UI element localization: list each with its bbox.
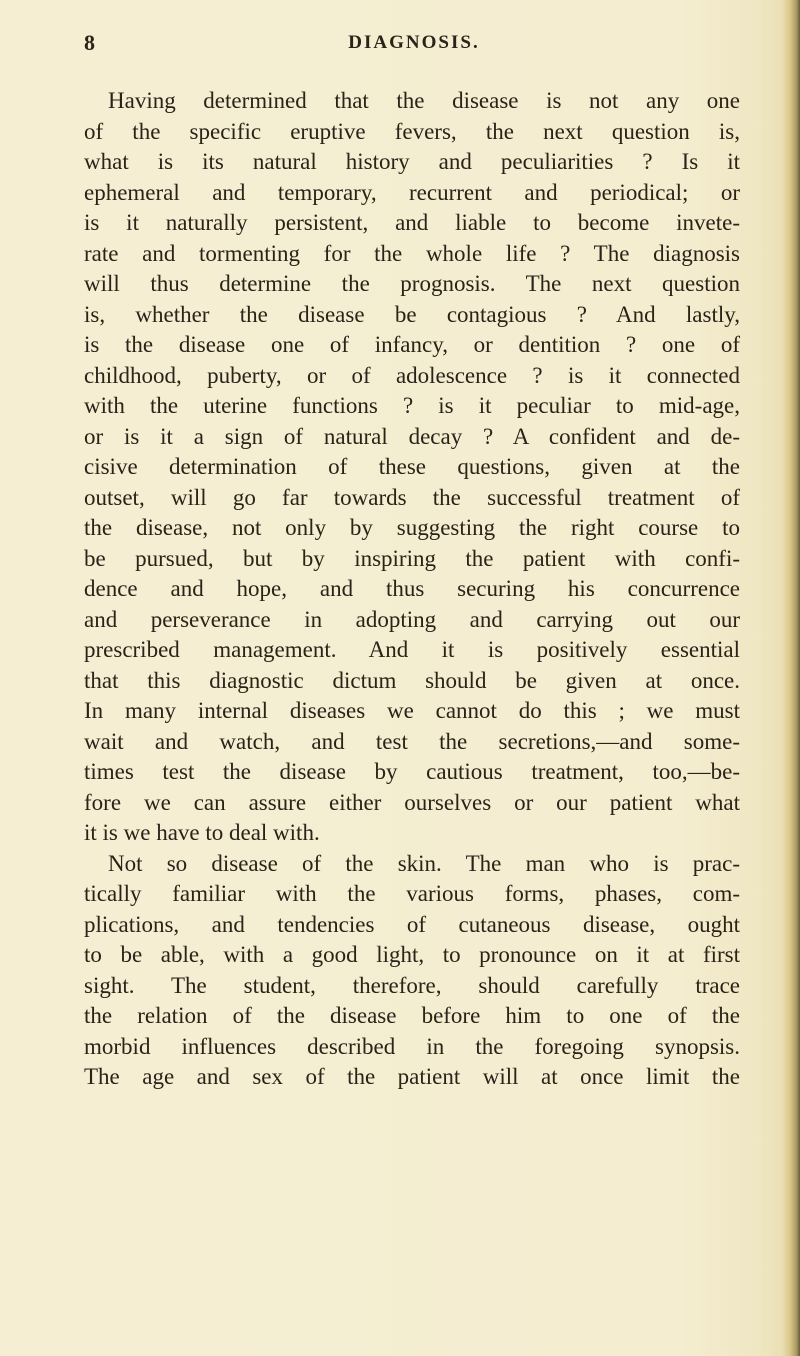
page-number: 8 xyxy=(84,30,95,55)
text-line: Not so disease of the skin. The man who is prac- xyxy=(108,850,740,876)
text-line: the disease, not only by suggesting the right course to xyxy=(84,515,740,540)
text-line: is the disease one of infancy, or dentition ? one of xyxy=(84,332,740,357)
text-line: Having determined that the disease is not any one xyxy=(108,88,740,113)
text-line: the relation of the disease before him to one of the xyxy=(84,1003,740,1028)
text-line: times test the disease by cautious treatment, too,—be- xyxy=(84,759,740,784)
text-line: and perseverance in adopting and carrying out our xyxy=(84,606,740,632)
text-line: to be able, with a good light, to pronounce on it at first xyxy=(84,942,740,967)
text-line: it is we have to deal with. xyxy=(84,820,320,845)
text-line: morbid influences described in the foregoing synopsis. xyxy=(84,1033,740,1059)
page-edge xyxy=(782,0,800,1356)
text-line: tically familiar with the various forms, phases, com- xyxy=(84,881,740,906)
text-line: with the uterine functions ? is it peculiar to mid-age, xyxy=(84,393,740,418)
page-header xyxy=(84,30,744,60)
text-line: wait and watch, and test the secretions,—and some- xyxy=(84,728,740,754)
text-line: is it naturally persistent, and liable to become invete- xyxy=(84,210,740,235)
text-line: In many internal diseases we cannot do this ; we must xyxy=(84,698,740,723)
text-line: that this diagnostic dictum should be given at once. xyxy=(84,667,740,693)
body-text xyxy=(84,86,740,1093)
text-line: what is its natural history and peculiarities ? Is it xyxy=(84,149,740,174)
text-line: dence and hope, and thus securing his concurrence xyxy=(84,576,740,601)
text-line: ephemeral and temporary, recurrent and periodical; or xyxy=(84,179,740,205)
text-line: fore we can assure either ourselves or our patient what xyxy=(84,789,740,815)
text-line: prescribed management. And it is positively essential xyxy=(84,637,740,662)
text-line: or is it a sign of natural decay ? A confident and de- xyxy=(84,423,740,449)
text-line: outset, will go far towards the successful treatment of xyxy=(84,484,740,510)
text-line: The age and sex of the patient will at once limit the xyxy=(84,1064,740,1089)
text-line: childhood, puberty, or of adolescence ? is it connected xyxy=(84,362,740,388)
text-line: is, whether the disease be contagious ? And lastly, xyxy=(84,301,740,327)
text-line: rate and tormenting for the whole life ? The diagnosis xyxy=(84,240,740,266)
text-line: be pursued, but by inspiring the patient with confi- xyxy=(84,545,740,571)
text-line: plications, and tendencies of cutaneous disease, ought xyxy=(84,911,740,937)
text-line: cisive determination of these questions, given at the xyxy=(84,454,740,479)
text-line: sight. The student, therefore, should carefully trace xyxy=(84,972,740,998)
text-line: of the specific eruptive fevers, the next question is, xyxy=(84,118,740,144)
text-line: will thus determine the prognosis. The next question xyxy=(84,271,740,296)
running-head: DIAGNOSIS. xyxy=(348,32,480,53)
